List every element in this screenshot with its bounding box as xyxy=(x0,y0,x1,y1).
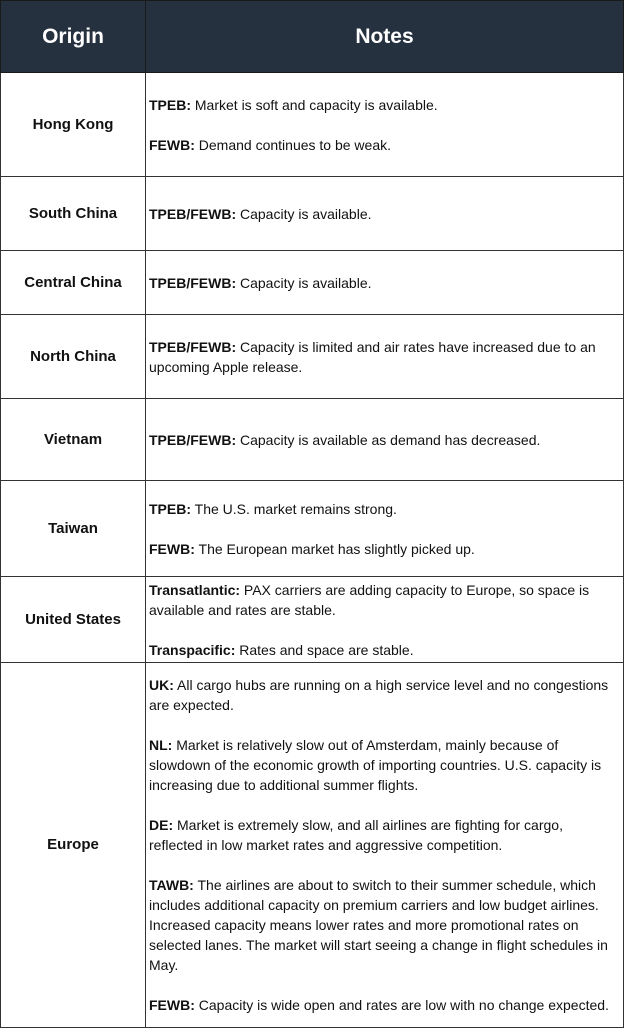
note xyxy=(149,273,617,293)
note-label: TPEB/FEWB: xyxy=(149,274,237,291)
note-text: PAX carriers are adding capacity to Europe, so space is available and rates are stable. xyxy=(149,581,590,618)
note-text: The U.S. market remains strong. xyxy=(191,500,397,517)
note xyxy=(149,815,617,855)
note-label: TPEB/FEWB: xyxy=(149,205,237,222)
note-label: TPEB/FEWB: xyxy=(149,338,237,355)
table-row xyxy=(1,663,624,1028)
note-label: Transatlantic: xyxy=(149,581,241,598)
note-label: FEWB: xyxy=(149,136,195,153)
origin-cell: Taiwan xyxy=(1,481,146,577)
note-label: UK: xyxy=(149,677,174,693)
note xyxy=(149,337,617,377)
note xyxy=(149,135,617,155)
note-text: Demand continues to be weak. xyxy=(194,136,392,153)
note-text: The airlines are about to switch to their summer schedule, which includes additional capacity on premium carriers and low budget airlines. Increased capacity means lower rates and more promotional rates on selected lanes. The market will start seeing a change in flight schedules in May. xyxy=(149,877,608,973)
note-label: Transpacific: xyxy=(149,641,236,658)
note xyxy=(149,640,617,660)
table-row xyxy=(1,315,624,399)
note-label: TPEB/FEWB: xyxy=(149,431,237,448)
note-text: Capacity is available. xyxy=(236,205,372,222)
note-text: Market is soft and capacity is available. xyxy=(191,96,438,113)
note xyxy=(149,995,617,1015)
note-text: All cargo hubs are running on a high service level and no congestions are expected. xyxy=(149,677,609,713)
note-text: Market is relatively slow out of Amsterdam, mainly because of slowdown of the economic growth of importing countries. U.S. capacity is increasing due to additional summer flights. xyxy=(149,737,602,793)
origin-cell: Vietnam xyxy=(1,399,146,481)
notes-cell xyxy=(146,251,624,315)
notes-header: Notes xyxy=(146,1,624,73)
note-label: TPEB: xyxy=(149,96,191,113)
note-text: Capacity is available. xyxy=(236,274,372,291)
note-text: Market is extremely slow, and all airlines are fighting for cargo, reflected in low market rates and aggressive competition. xyxy=(149,817,563,853)
note-label: FEWB: xyxy=(149,540,195,557)
table-row xyxy=(1,481,624,577)
note xyxy=(149,580,617,620)
origin-cell: Europe xyxy=(1,663,146,1028)
note xyxy=(149,499,617,519)
origin-cell: United States xyxy=(1,577,146,663)
origin-cell: North China xyxy=(1,315,146,399)
table-row xyxy=(1,577,624,663)
notes-cell xyxy=(146,399,624,481)
note-text: Capacity is wide open and rates are low with no change expected. xyxy=(194,997,609,1013)
notes-cell xyxy=(146,663,624,1028)
header-row xyxy=(1,1,624,73)
table-row xyxy=(1,251,624,315)
note xyxy=(149,430,617,450)
note-text: The European market has slightly picked up. xyxy=(194,540,475,557)
note-label: DE: xyxy=(149,817,174,833)
note xyxy=(149,539,617,559)
note-text: Capacity is available as demand has decreased. xyxy=(236,431,541,448)
note xyxy=(149,95,617,115)
origin-cell: Central China xyxy=(1,251,146,315)
note-label: FEWB: xyxy=(149,997,195,1013)
table-row xyxy=(1,73,624,177)
notes-cell xyxy=(146,177,624,251)
origin-header: Origin xyxy=(1,1,146,73)
notes-cell xyxy=(146,577,624,663)
note xyxy=(149,875,617,975)
notes-cell xyxy=(146,73,624,177)
note xyxy=(149,204,617,224)
note xyxy=(149,735,617,795)
note-label: TAWB: xyxy=(149,877,194,893)
note-text: Capacity is limited and air rates have increased due to an upcoming Apple release. xyxy=(149,338,596,375)
note-label: TPEB: xyxy=(149,500,191,517)
note-text: Rates and space are stable. xyxy=(235,641,414,658)
notes-cell xyxy=(146,481,624,577)
notes-cell xyxy=(146,315,624,399)
note-label: NL: xyxy=(149,737,173,753)
note xyxy=(149,675,617,715)
table-row xyxy=(1,399,624,481)
table-row xyxy=(1,177,624,251)
origin-cell: South China xyxy=(1,177,146,251)
origin-cell: Hong Kong xyxy=(1,73,146,177)
